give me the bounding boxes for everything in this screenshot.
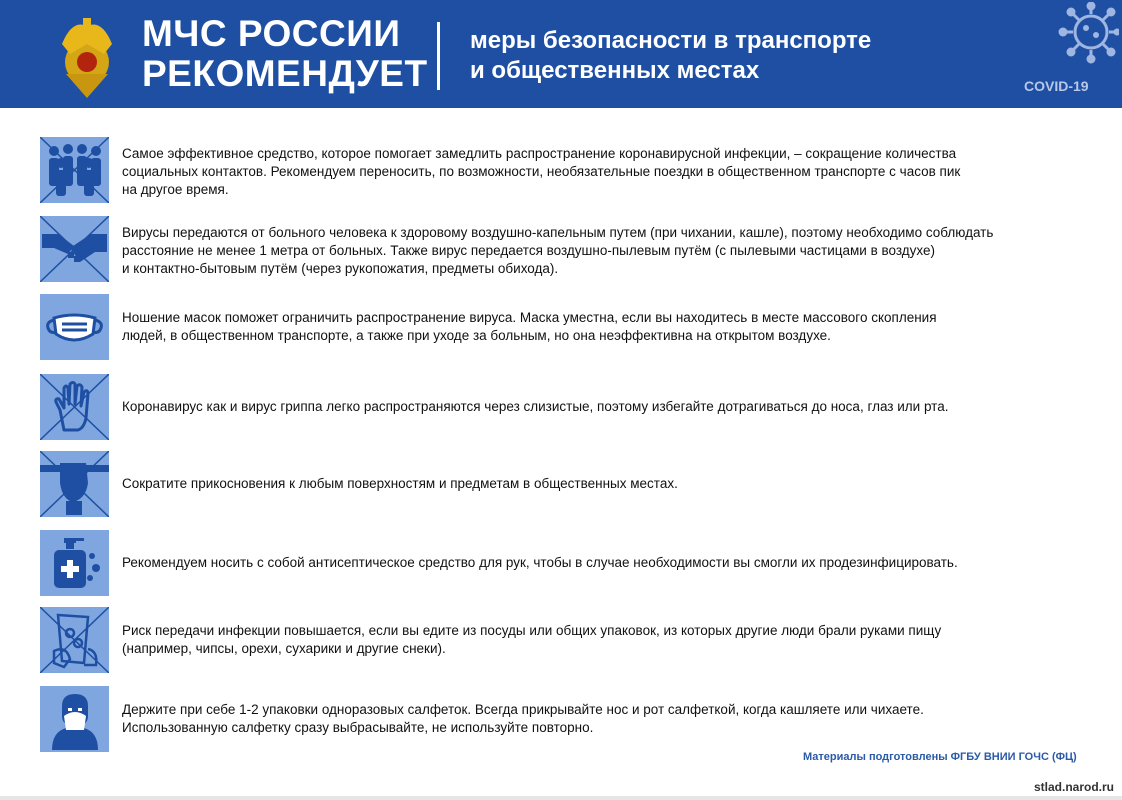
item-text: Ношение масок поможет ограничить распространение вируса. Маска уместна, если вы находитесь в месте массового скопления людей, в общественном транспорте, а также при уходе за больным, но она неэффективна на открытом воздухе. <box>122 310 937 343</box>
title-line-2: РЕКОМЕНДУЕТ <box>142 53 428 94</box>
watermark: stlad.narod.ru <box>1033 780 1114 794</box>
hand-icon <box>40 374 109 440</box>
page-subtitle <box>470 26 871 86</box>
item-text: Вирусы передаются от больного человека к здоровому воздушно-капельным путем (при чихании, кашле), поэтому необходимо соблюдать расстояние не менее 1 метра от больных. Также вирус передается воздушно-пылевым путём (с пылевыми частицами в воздухе) и контактно-бытовым путём (через рукопожатия, предметы обихода). <box>122 225 994 276</box>
item-text: Держите при себе 1-2 упаковки одноразовых салфеток. Всегда прикрывайте нос и рот салфеткой, когда кашляете или чихаете. Использованную салфетку сразу выбрасывайте, не используйте повторно. <box>122 702 924 735</box>
item-text: Коронавирус как и вирус гриппа легко распространяются через слизистые, поэтому избегайте дотрагиваться до носа, глаз или рта. <box>122 399 949 414</box>
subtitle-line-2: и общественных местах <box>470 57 760 84</box>
page-title <box>142 14 428 94</box>
header-divider <box>437 22 440 90</box>
crowd-icon <box>40 137 109 203</box>
header-banner <box>0 0 1122 108</box>
mask-icon <box>40 294 109 360</box>
snack-bag-icon <box>40 607 109 673</box>
handshake-icon <box>40 216 109 282</box>
bottom-bar <box>0 796 1122 800</box>
subtitle-line-1: меры безопасности в транспорте <box>470 27 872 54</box>
virus-icon <box>1055 2 1119 64</box>
item-text: Рекомендуем носить с собой антисептическое средство для рук, чтобы в случае необходимости вы смогли их продезинфицировать. <box>122 555 958 570</box>
item-text: Самое эффективное средство, которое помогает замедлить распространение коронавирусной инфекции, – сокращение количества социальных контактов. Рекомендуем переносить, по возможности, необязательные поездки в общественном транспорте с часов пик на другое время. <box>122 146 961 197</box>
footer-credit: Материалы подготовлены ФГБУ ВНИИ ГОЧС (ФЦ) <box>803 751 1077 763</box>
covid-label: COVID-19 <box>1024 78 1089 94</box>
title-line-1: МЧС РОССИИ <box>142 13 401 54</box>
sanitizer-icon <box>40 530 109 596</box>
item-text: Сократите прикосновения к любым поверхностям и предметам в общественных местах. <box>122 476 678 491</box>
mchs-emblem-icon <box>52 14 122 100</box>
item-text: Риск передачи инфекции повышается, если вы едите из посуды или общих упаковок, из которых другие люди брали руками пищу (например, чипсы, орехи, сухарики и другие снеки). <box>122 623 942 656</box>
handrail-icon <box>40 451 109 517</box>
sneeze-tissue-icon <box>40 686 109 752</box>
